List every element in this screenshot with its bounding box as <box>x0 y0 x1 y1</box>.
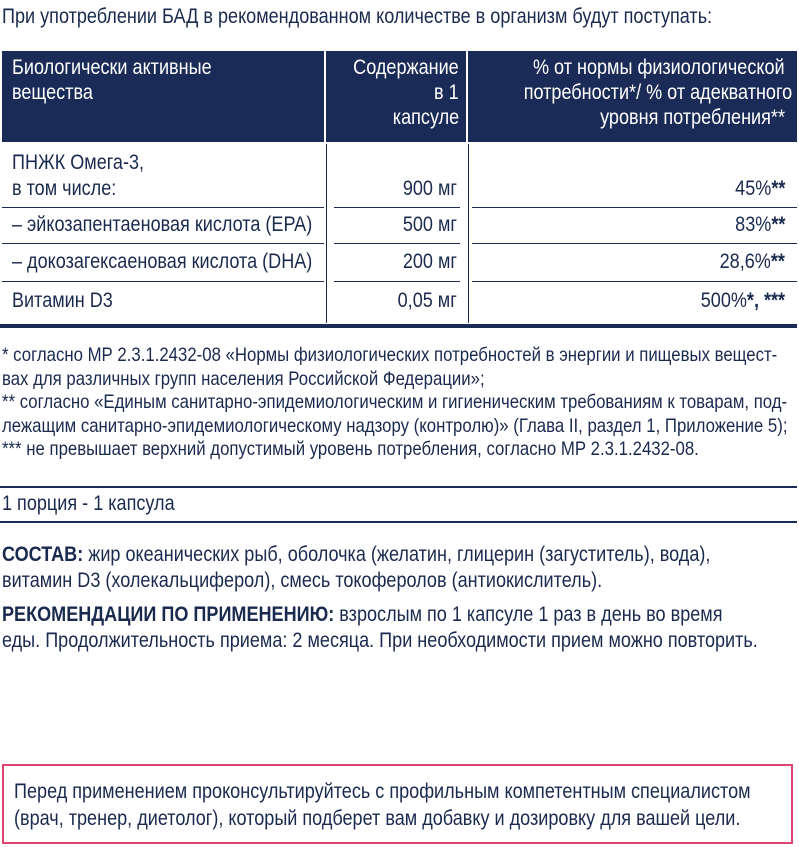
column-divider <box>326 144 327 323</box>
header-substances: Биологически активные вещества <box>12 56 212 104</box>
portion-text: 1 порция - 1 капсула <box>2 492 175 515</box>
substance-amount: 500 мг <box>402 213 457 236</box>
footnotes <box>2 344 797 462</box>
substance-percent: 28,6%** <box>719 250 785 273</box>
intro-text: При употреблении БАД в рекомендованном количестве в организм будут поступать: <box>2 5 713 28</box>
footnote-line: лежащим санитарно-эпидемиологическому надзору (контролю)» (Глава II, раздел 1, Приложение 5); <box>2 414 788 437</box>
composition: СОСТАВ: жир океанических рыб, оболочка (желатин, глицерин (загуститель), вода), витамин D3 (холекальциферол), смесь токоферолов (антиокислитель). <box>2 543 711 592</box>
row-divider <box>472 207 797 208</box>
row-divider <box>2 281 324 282</box>
footnote-line: *** не превышает верхний допустимый уровень потребления, согласно МР 2.3.1.2432-08. <box>2 438 699 460</box>
nutrient-table <box>2 51 797 312</box>
row-divider <box>2 207 324 208</box>
header-divider <box>324 51 326 142</box>
footnote-line: * согласно МР 2.3.1.2432-08 «Нормы физиологических потребностей в энергии и пищевых вещест- <box>2 344 778 366</box>
table-header <box>2 51 797 142</box>
header-content: Содержание в 1 капсуле <box>353 56 459 129</box>
header-divider <box>466 51 468 142</box>
row-divider <box>334 281 460 282</box>
header-percent: % от нормы физиологической потребности*/ % от адекватного уровня потребления** <box>523 56 793 129</box>
row-divider <box>334 243 460 244</box>
table-row <box>2 249 797 279</box>
substance-name: – докозагексаеновая кислота (DHA) <box>12 250 313 273</box>
substance-name: – эйкозапентаеновая кислота (EPA) <box>12 213 313 236</box>
recommendations: РЕКОМЕНДАЦИИ ПО ПРИМЕНЕНИЮ: взрослым по 1 капсуле 1 раз в день во время еды. Продолжительность приема: 2 месяца. При необходимости прием можно повторить. <box>2 603 758 652</box>
table-row <box>2 288 797 318</box>
divider <box>0 521 797 523</box>
substance-name: ПНЖК Омега-3, в том числе: <box>12 151 145 200</box>
table-bottom-rule <box>0 324 797 328</box>
warning-box <box>2 764 793 844</box>
substance-amount: 900 мг <box>402 177 457 200</box>
substance-name: Витамин D3 <box>12 289 113 312</box>
substance-percent: 45%** <box>734 177 785 200</box>
row-divider <box>334 207 460 208</box>
footnote-line: ** согласно «Единым санитарно-эпидемиологическим и гигиеническим требованиям к товарам, под- <box>2 391 788 413</box>
substance-amount: 0,05 мг <box>397 289 457 312</box>
recommendations-label: РЕКОМЕНДАЦИИ ПО ПРИМЕНЕНИЮ: <box>2 603 335 626</box>
row-divider <box>472 243 797 244</box>
column-divider <box>468 144 469 323</box>
row-divider <box>2 243 324 244</box>
substance-amount: 200 мг <box>402 250 457 273</box>
substance-percent: 500%*, *** <box>700 289 785 312</box>
footnote-line: вах для различных групп населения Российской Федерации»; <box>2 367 485 390</box>
row-divider <box>472 281 797 282</box>
substance-percent: 83%** <box>734 213 785 236</box>
divider <box>0 486 797 488</box>
warning-text: Перед применением проконсультируйтесь с профильным компетентным специалистом (врач, тренер, диетолог), который подберет вам добавку и дозировку для вашей цели. <box>14 780 751 830</box>
composition-label: СОСТАВ: <box>2 543 84 566</box>
table-row <box>2 212 797 242</box>
